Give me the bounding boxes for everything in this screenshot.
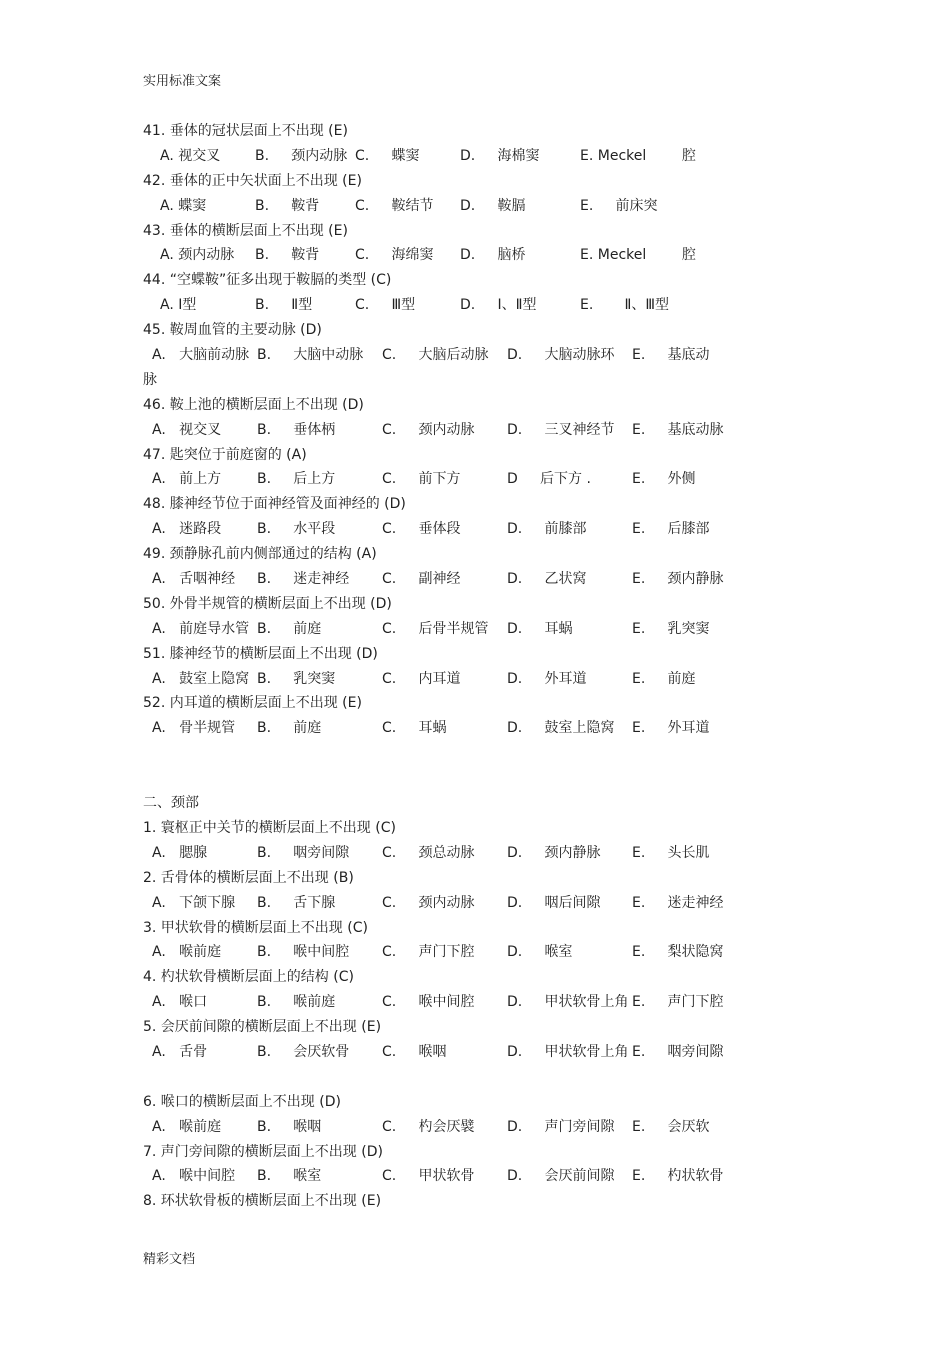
option-a: A. 颈内动脉	[160, 247, 235, 264]
option-a: A. 骨半规管	[152, 720, 236, 737]
question-line: 4. 杓状软骨横断层面上的结构 (C)	[143, 969, 354, 986]
question-line: 51. 膝神经节的横断层面上不出现 (D)	[143, 645, 378, 662]
option-b: B. 鞍背	[255, 247, 320, 264]
option-e: E. 会厌软	[632, 1118, 710, 1135]
question-line: 二、颈部	[143, 795, 199, 812]
option-b: B. 喉中间腔	[257, 944, 350, 961]
question-line: 6. 喉口的横断层面上不出现 (D)	[143, 1093, 341, 1110]
question-line: 42. 垂体的正中矢状面上不出现 (E)	[143, 172, 362, 189]
option-e: E. 颈内静脉	[632, 571, 724, 588]
options-line	[143, 841, 823, 866]
option-d: D. 喉室	[507, 944, 573, 961]
option-a: A. 鼓室上隐窝	[152, 670, 250, 687]
page-header: 实用标准文案	[143, 74, 222, 89]
options-line	[143, 891, 823, 916]
option-a: A. 腮腺	[152, 844, 208, 861]
option-b: B. 乳突窦	[257, 670, 336, 687]
option-a: A. 大脑前动脉	[152, 347, 250, 364]
option-e: E. 乳突窦	[632, 620, 710, 637]
option-e: E. 基底动脉	[632, 421, 724, 438]
blank-line	[143, 766, 823, 791]
question-line: 44. “空蝶鞍”征多出现于鞍膈的类型 (C)	[143, 272, 392, 289]
option-d: D. 前膝部	[507, 521, 587, 538]
option-c: C. 垂体段	[382, 521, 461, 538]
option-e: E. Ⅱ、Ⅲ型	[580, 297, 669, 314]
option-d: D. 鼓室上隐窝	[507, 720, 615, 737]
option-b: B. 垂体柄	[257, 421, 336, 438]
option-d: D. 鞍膈	[460, 197, 526, 214]
option-b: B. 鞍背	[255, 197, 320, 214]
option-b: B. 前庭	[257, 720, 322, 737]
option-c: C. 后骨半规管	[382, 620, 489, 637]
options-line	[143, 243, 823, 268]
option-d: D. 三叉神经节	[507, 421, 615, 438]
option-b: B. 咽旁间隙	[257, 844, 350, 861]
option-b: B. 舌下腺	[257, 894, 336, 911]
option-e: E. 头长肌	[632, 844, 710, 861]
options-line	[143, 617, 823, 642]
question-line: 46. 鞍上池的横断层面上不出现 (D)	[143, 396, 364, 413]
options-line	[143, 343, 823, 368]
option-b: B. 后上方	[257, 471, 336, 488]
option-c: C. 海绵窦	[355, 247, 434, 264]
option-e: E. 外耳道	[632, 720, 710, 737]
option-c: C. 耳蜗	[382, 720, 447, 737]
option-d: D. Ⅰ、Ⅱ型	[460, 297, 537, 314]
options-line	[143, 567, 823, 592]
option-d: D. 乙状窝	[507, 571, 587, 588]
option-a: A. Ⅰ型	[160, 297, 197, 314]
option-c: C. 大脑后动脉	[382, 347, 489, 364]
question-line: 41. 垂体的冠状层面上不出现 (E)	[143, 123, 348, 139]
option-a: A. 喉前庭	[152, 944, 222, 961]
option-a: A. 喉中间腔	[152, 1168, 236, 1185]
question-line: 52. 内耳道的横断层面上不出现 (E)	[143, 695, 362, 712]
options-line	[143, 144, 823, 169]
options-line	[143, 194, 823, 219]
option-b: B. 喉前庭	[257, 994, 336, 1011]
options-line	[143, 1115, 823, 1140]
exam-questions	[143, 119, 823, 1214]
option-d: D. 咽后间隙	[507, 894, 601, 911]
option-e: E. 咽旁间隙	[632, 1043, 724, 1060]
option-b: B. Ⅱ型	[255, 297, 313, 314]
question-line: 3. 甲状软骨的横断层面上不出现 (C)	[143, 919, 368, 936]
option-e: E. Meckel 腔	[580, 247, 696, 264]
option-d: D. 耳蜗	[507, 620, 573, 637]
option-e: E. 基底动	[632, 347, 710, 364]
option-d: D. 声门旁间隙	[507, 1118, 615, 1135]
option-e: E. 杓状软骨	[632, 1168, 724, 1185]
option-e: E. 梨状隐窝	[632, 944, 724, 961]
option-a: A. 迷路段	[152, 521, 222, 538]
options-line	[143, 1164, 823, 1189]
option-a: A. 喉前庭	[152, 1118, 222, 1135]
option-b: B. 迷走神经	[257, 571, 350, 588]
question-line: 45. 鞍周血管的主要动脉 (D)	[143, 322, 322, 339]
question-line: 43. 垂体的横断层面上不出现 (E)	[143, 222, 348, 239]
options-line	[143, 517, 823, 542]
question-line: 7. 声门旁间隙的横断层面上不出现 (D)	[143, 1143, 383, 1160]
option-b: B. 前庭	[257, 620, 322, 637]
option-c: C. 颈内动脉	[382, 421, 475, 438]
options-line	[143, 667, 823, 692]
option-d: D. 会厌前间隙	[507, 1168, 615, 1185]
option-b: B. 水平段	[257, 521, 336, 538]
option-d: D. 甲状软骨上角	[507, 1043, 629, 1060]
options-line	[143, 1040, 823, 1065]
option-b: B. 喉咽	[257, 1118, 322, 1135]
option-b: B. 会厌软骨	[257, 1043, 350, 1060]
question-line: 8. 环状软骨板的横断层面上不出现 (E)	[143, 1193, 382, 1210]
option-d: D 后下方 .	[507, 471, 591, 488]
option-b: B. 喉室	[257, 1168, 322, 1185]
question-line: 48. 膝神经节位于面神经管及面神经的 (D)	[143, 496, 406, 513]
option-c: C. 蝶窦	[355, 147, 420, 164]
options-line	[143, 990, 823, 1015]
option-c: C. 甲状软骨	[382, 1168, 475, 1185]
option-c: C. 前下方	[382, 471, 461, 488]
option-c: C. 颈总动脉	[382, 844, 475, 861]
blank-line	[143, 741, 823, 766]
option-a: A. 舌咽神经	[152, 571, 236, 588]
continuation-line: 脉	[143, 371, 157, 388]
question-line: 5. 会厌前间隙的横断层面上不出现 (E)	[143, 1019, 382, 1036]
option-c: C. 杓会厌襞	[382, 1118, 475, 1135]
option-a: A. 下颌下腺	[152, 894, 236, 911]
option-e: E. 前床突	[580, 197, 658, 214]
question-line: 2. 舌骨体的横断层面上不出现 (B)	[143, 869, 354, 886]
question-line: 1. 寰枢正中关节的横断层面上不出现 (C)	[143, 819, 396, 836]
option-d: D. 海棉窦	[460, 147, 540, 164]
option-e: E. 迷走神经	[632, 894, 724, 911]
option-c: C. 内耳道	[382, 670, 461, 687]
option-e: E. 前庭	[632, 670, 696, 687]
option-b: B. 颈内动脉	[255, 147, 348, 164]
option-c: C. Ⅲ型	[355, 297, 416, 314]
question-line: 50. 外骨半规管的横断层面上不出现 (D)	[143, 595, 392, 612]
option-a: A. 视交叉	[160, 147, 221, 164]
blank-line	[143, 1065, 823, 1090]
option-c: C. 声门下腔	[382, 944, 475, 961]
option-c: C. 副神经	[382, 571, 461, 588]
options-line	[143, 467, 823, 492]
option-a: A. 舌骨	[152, 1043, 208, 1060]
question-line: 49. 颈静脉孔前内侧部通过的结构 (A)	[143, 546, 377, 563]
options-line	[143, 418, 823, 443]
option-e: E. 外侧	[632, 471, 696, 488]
options-line	[143, 716, 823, 741]
options-line	[143, 293, 823, 318]
page-footer: 精彩文档	[143, 1252, 196, 1267]
option-e: E. 后膝部	[632, 521, 710, 538]
question-line: 47. 匙突位于前庭窗的 (A)	[143, 446, 307, 463]
option-d: D. 大脑动脉环	[507, 347, 615, 364]
option-b: B. 大脑中动脉	[257, 347, 364, 364]
option-d: D. 甲状软骨上角	[507, 994, 629, 1011]
option-c: C. 喉咽	[382, 1043, 447, 1060]
option-c: C. 鞍结节	[355, 197, 434, 214]
option-e: E. Meckel 腔	[580, 147, 696, 164]
option-a: A. 视交叉	[152, 421, 222, 438]
option-d: D. 颈内静脉	[507, 844, 601, 861]
options-line	[143, 940, 823, 965]
option-a: A. 前庭导水管	[152, 620, 250, 637]
option-d: D. 外耳道	[507, 670, 587, 687]
option-d: D. 脑桥	[460, 247, 526, 264]
option-a: A. 前上方	[152, 471, 222, 488]
option-c: C. 颈内动脉	[382, 894, 475, 911]
option-a: A. 蝶窦	[160, 197, 207, 214]
option-e: E. 声门下腔	[632, 994, 724, 1011]
option-a: A. 喉口	[152, 994, 208, 1011]
option-c: C. 喉中间腔	[382, 994, 475, 1011]
